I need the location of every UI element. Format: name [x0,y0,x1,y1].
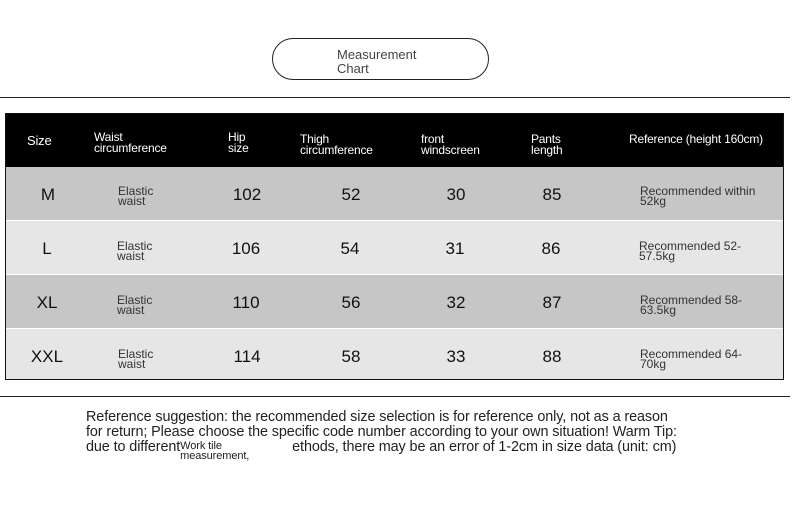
header-thigh-line-1: Thigh [300,132,330,146]
cell-front: 30 [446,185,466,204]
cell-waist-line-2: waist [118,357,146,371]
cell-hip: 106 [231,239,261,258]
table-row [6,275,783,328]
header-hip-line-1: Hip [228,130,246,144]
header-thigh-line-2: circumference [300,143,373,157]
bottom-divider [0,396,790,397]
cell-reference [640,186,755,206]
header-thigh [300,134,373,156]
note-line-1: Reference suggestion: the recommended size selection is for reference only, not as a reason [86,409,668,425]
size-table [5,113,784,380]
cell-size: XL [36,293,58,312]
title-line-1: Measurement [337,47,417,62]
cell-waist [117,295,152,315]
cell-reference-line-2: 52kg [640,194,667,208]
cell-hip: 110 [232,293,260,312]
table-header-row [6,114,783,167]
cell-thigh: 52 [341,185,361,204]
cell-reference-line-2: 63.5kg [640,303,677,317]
header-reference: Reference (height 160cm) [629,132,763,146]
cell-reference-line-1: Recommended 64- [640,347,743,361]
cell-size: M [40,185,56,204]
title-line-2: Chart [337,61,369,76]
cell-waist-line-1: Elastic [118,347,154,361]
cell-reference [640,349,742,369]
note-line-3-end: ethods, there may be an error of 1-2cm in size data (unit: cm) [292,439,677,455]
note-inline-line-1: Work tile [180,440,222,452]
cell-waist-line-2: waist [117,249,145,263]
table-row [6,221,783,274]
title-text [337,48,447,76]
cell-reference-line-2: 70kg [640,357,667,371]
cell-reference [639,241,741,261]
cell-pants: 87 [542,293,562,312]
cell-front: 33 [446,347,466,366]
cell-hip: 114 [233,347,261,366]
cell-reference-line-2: 57.5kg [639,249,676,263]
table-row [6,167,783,220]
header-front [421,134,480,156]
header-waist [94,132,167,154]
cell-pants: 85 [542,185,562,204]
cell-reference-line-1: Recommended 52- [639,239,742,253]
cell-front: 31 [445,239,465,258]
cell-thigh: 54 [340,239,360,258]
cell-waist-line-2: waist [118,194,146,208]
note-line-2: for return; Please choose the specific code number according to your own situation! Warm Tip: [86,424,677,440]
header-hip [228,132,249,154]
cell-pants: 86 [541,239,561,258]
cell-thigh: 58 [341,347,361,366]
cell-waist-line-1: Elastic [118,184,154,198]
note-inline-label [180,441,292,461]
note-line-3-start: due to different [86,439,181,455]
note-line-3 [86,440,766,461]
cell-waist-line-2: waist [117,303,145,317]
cell-waist [118,349,153,369]
cell-size: XXL [30,347,64,366]
title-badge [272,38,489,80]
header-pants-line-2: length [531,143,563,157]
cell-reference-line-1: Recommended within [640,184,756,198]
cell-waist [118,186,153,206]
reference-note [86,410,766,461]
cell-size: L [42,239,52,258]
cell-hip: 102 [232,185,262,204]
header-waist-line-1: Waist [94,130,123,144]
top-divider [0,97,790,98]
header-pants-line-1: Pants [531,132,561,146]
cell-waist [117,241,152,261]
table-row [6,329,783,379]
cell-thigh: 56 [341,293,361,312]
header-waist-line-2: circumference [94,141,167,155]
header-front-line-2: windscreen [421,143,480,157]
cell-waist-line-1: Elastic [117,293,153,307]
header-pants [531,134,563,156]
note-inline-line-2: measurement, [180,450,250,462]
header-size: Size [27,133,52,148]
cell-reference-line-1: Recommended 58- [640,293,743,307]
header-hip-line-2: size [228,141,249,155]
cell-waist-line-1: Elastic [117,239,153,253]
cell-front: 32 [446,293,466,312]
header-front-line-1: front [421,132,445,146]
cell-pants: 88 [542,347,562,366]
cell-reference [640,295,742,315]
